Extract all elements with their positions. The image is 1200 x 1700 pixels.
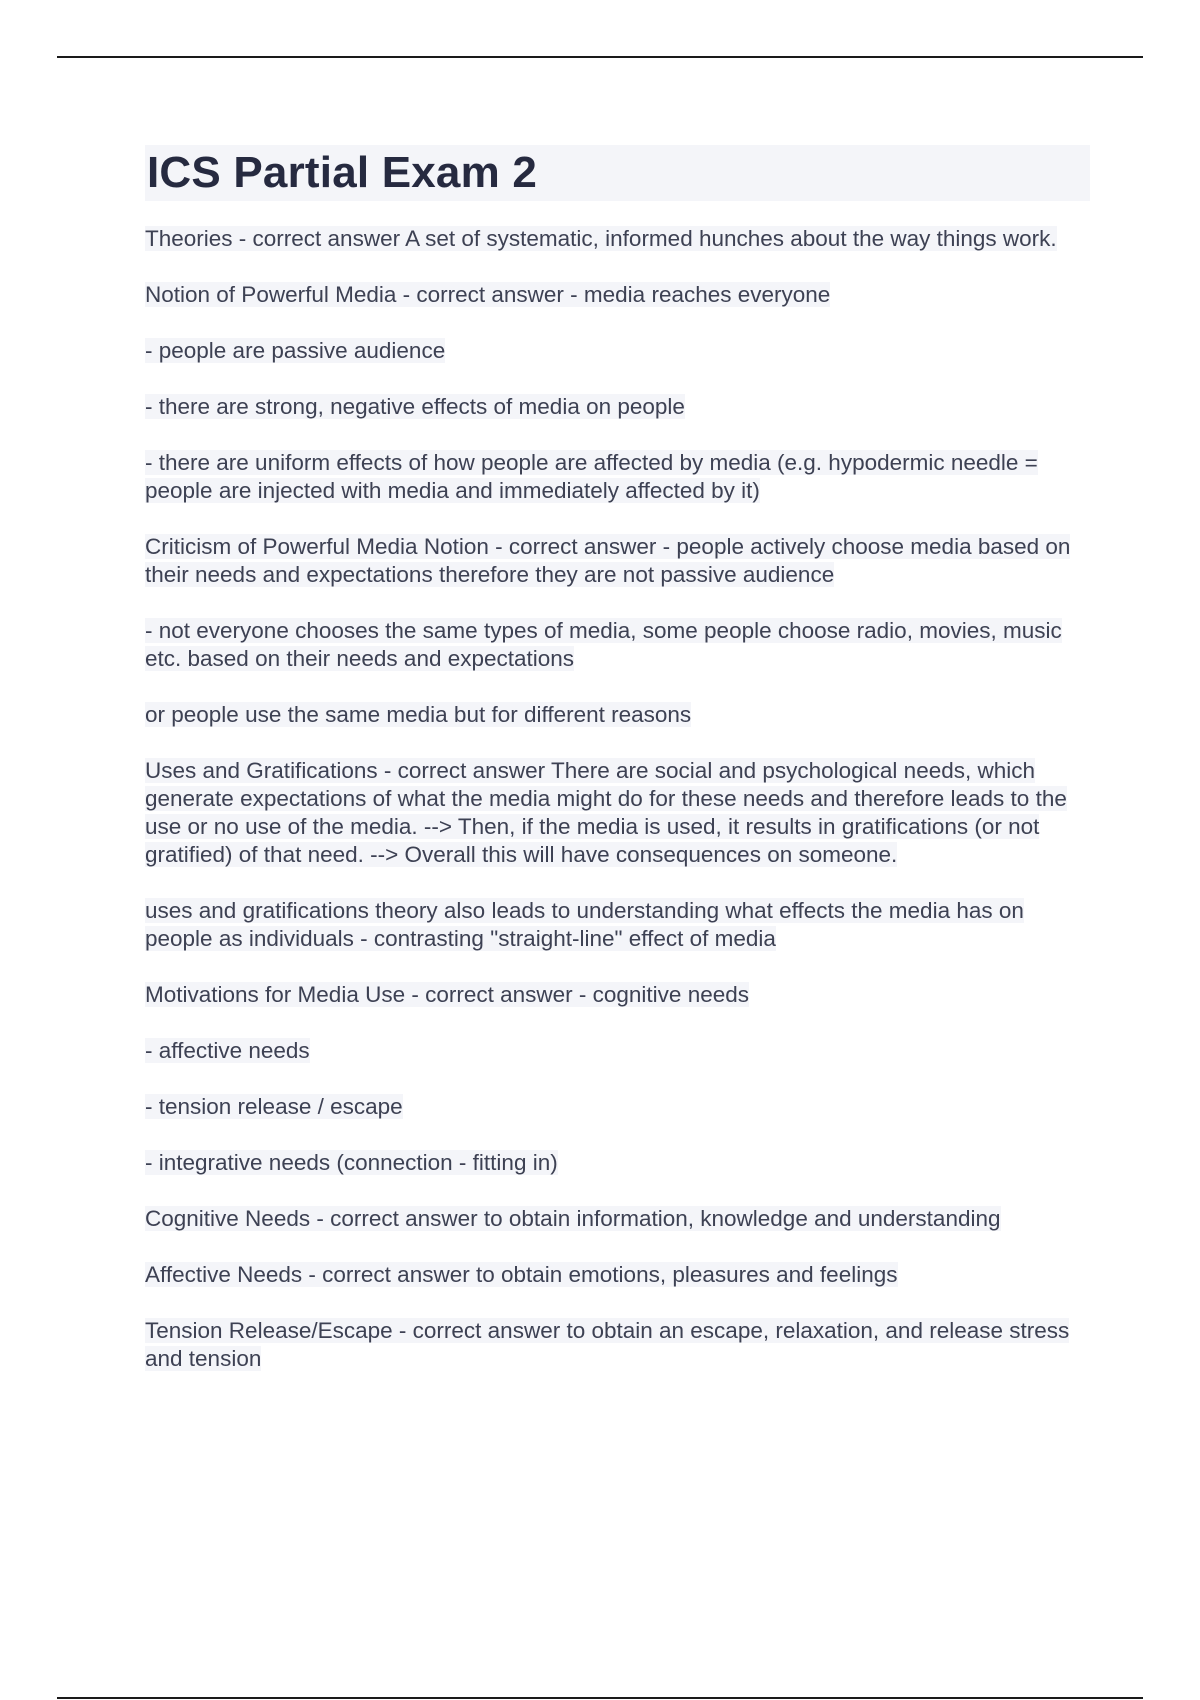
document-body — [145, 145, 1090, 1401]
paragraph-theory-understanding: uses and gratifications theory also leads to understanding what effects the media has on people as individuals - contrasting "straight-line" effect of media — [145, 898, 1024, 951]
paragraph-uses-and-gratifications: Uses and Gratifications - correct answer There are social and psychological needs, which generate expectations of what the media might do for these needs and therefore leads to the use or no use of the media. --> Then, if the media is used, it results in gratifications (or not gratified) of that need. --> Overall this will have consequences on someone. — [145, 758, 1067, 867]
paragraph-notion-of-powerful-media: Notion of Powerful Media - correct answer - media reaches everyone — [145, 282, 831, 307]
paragraph-not-everyone: - not everyone chooses the same types of media, some people choose radio, movies, music etc. based on their needs and expectations — [145, 618, 1062, 671]
bottom-rule — [57, 1697, 1143, 1699]
paragraph-different-reasons: or people use the same media but for different reasons — [145, 702, 692, 727]
paragraph-criticism: Criticism of Powerful Media Notion - correct answer - people actively choose media based on their needs and expectations therefore they are not passive audience — [145, 534, 1071, 587]
top-rule — [57, 56, 1143, 58]
paragraph-affective-needs: Affective Needs - correct answer to obtain emotions, pleasures and feelings — [145, 1262, 898, 1287]
paragraph-integrative-needs-item: - integrative needs (connection - fitting in) — [145, 1150, 558, 1175]
paragraph-motivations: Motivations for Media Use - correct answer - cognitive needs — [145, 982, 749, 1007]
paragraph-negative-effects: - there are strong, negative effects of media on people — [145, 394, 685, 419]
page-title: ICS Partial Exam 2 — [145, 145, 1090, 201]
flashcard-list — [145, 225, 1090, 1373]
paragraph-cognitive-needs: Cognitive Needs - correct answer to obtain information, knowledge and understanding — [145, 1206, 1001, 1231]
paragraph-tension-release-escape: Tension Release/Escape - correct answer to obtain an escape, relaxation, and release stress and tension — [145, 1318, 1070, 1371]
paragraph-theories: Theories - correct answer A set of systematic, informed hunches about the way things work. — [145, 226, 1057, 251]
paragraph-uniform-effects: - there are uniform effects of how people are affected by media (e.g. hypodermic needle = people are injected with media and immediately affected by it) — [145, 450, 1038, 503]
paragraph-tension-release-item: - tension release / escape — [145, 1094, 403, 1119]
paragraph-affective-needs-item: - affective needs — [145, 1038, 310, 1063]
paragraph-passive-audience: - people are passive audience — [145, 338, 446, 363]
